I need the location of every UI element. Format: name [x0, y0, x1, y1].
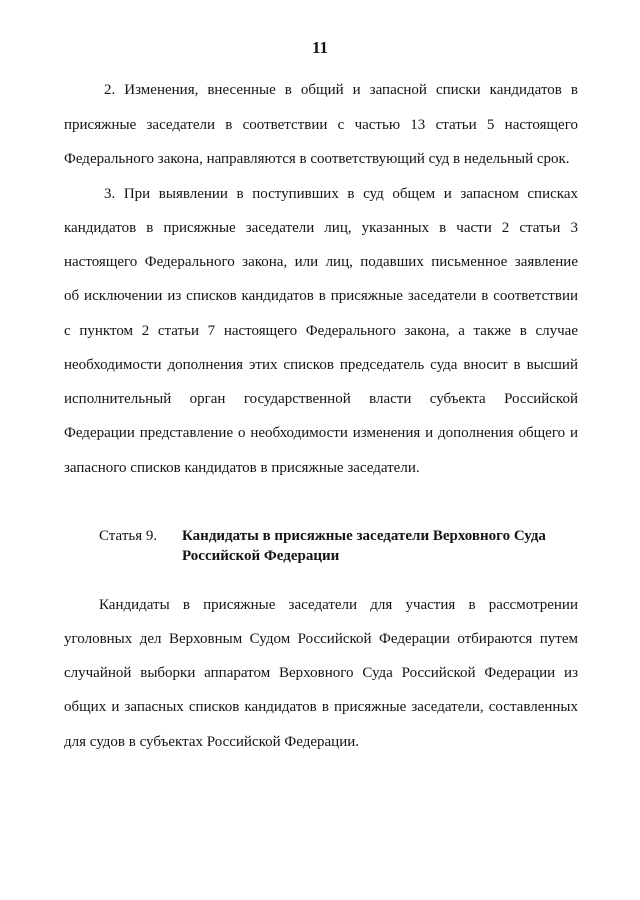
paragraph-2-line-1: 2. Изменения, внесенные в общий и запасной списки кандидатов в — [104, 82, 578, 98]
paragraph-3-line-8: Федерации представление о необходимости изменения и дополнения общего и — [64, 425, 578, 441]
paragraph-3-line-7: исполнительный орган государственной власти субъекта Российской — [64, 391, 578, 407]
paragraph-3-line-3: настоящего Федерального закона, или лиц, подавших письменное заявление — [64, 254, 578, 270]
paragraph-4-line-4: общих и запасных списков кандидатов в присяжные заседатели, составленных — [64, 699, 578, 715]
paragraph-2-line-3: Федерального закона, направляются в соответствующий суд в недельный срок. — [64, 151, 570, 167]
page-number: 11 — [311, 38, 329, 57]
paragraph-3-line-4: об исключении из списков кандидатов в присяжные заседатели в соответствии — [64, 288, 578, 304]
paragraph-4-line-3: случайной выборки аппаратом Верховного Суда Российской Федерации из — [64, 665, 578, 681]
article-title-line-1: Кандидаты в присяжные заседатели Верховного Суда — [182, 528, 546, 544]
paragraph-4-line-1: Кандидаты в присяжные заседатели для участия в рассмотрении — [99, 597, 578, 613]
paragraph-2-line-2: присяжные заседатели в соответствии с частью 13 статьи 5 настоящего — [64, 117, 578, 133]
article-label: Статья 9. — [99, 528, 158, 544]
paragraph-3-line-2: кандидатов в присяжные заседатели лиц, указанных в части 2 статьи 3 — [64, 220, 578, 236]
paragraph-4-line-5: для судов в субъектах Российской Федерации. — [64, 734, 360, 750]
article-title — [182, 526, 582, 566]
paragraph-3-line-5: с пунктом 2 статьи 7 настоящего Федерального закона, а также в случае — [64, 323, 578, 339]
paragraph-3-line-1: 3. При выявлении в поступивших в суд общем и запасном списках — [104, 186, 578, 202]
paragraph-3-line-9: запасного списков кандидатов в присяжные заседатели. — [64, 460, 420, 476]
article-title-line-2: Российской Федерации — [182, 548, 340, 564]
paragraph-4-line-2: уголовных дел Верховным Судом Российской Федерации отбираются путем — [64, 631, 578, 647]
paragraph-3-line-6: необходимости дополнения этих списков председатель суда вносит в высший — [64, 357, 578, 373]
